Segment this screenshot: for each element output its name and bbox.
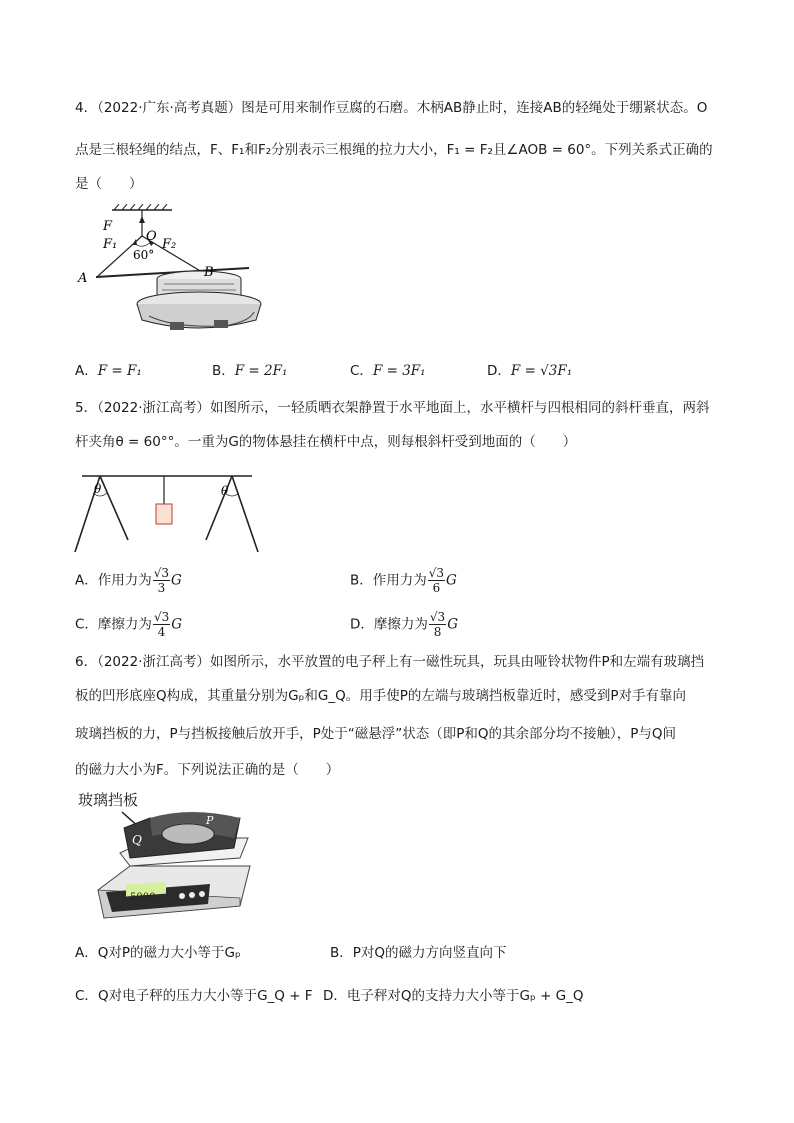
q6-option-b-text: P对Q的磁力方向竖直向下: [352, 945, 507, 961]
q6-stem-line4: 的磁力大小为F。下列说法正确的是（ ）: [75, 762, 340, 778]
q6-option-b-label: B．: [330, 945, 353, 961]
q5-clothes-rack-figure: [70, 466, 270, 556]
q5-option-d-label: D．摩擦力为: [350, 616, 428, 633]
q6-glass-barrier-label: 玻璃挡板: [78, 791, 139, 809]
q6-label-P: P: [206, 814, 214, 827]
q4-label-F2: F₂: [162, 237, 177, 252]
q4-option-d-label: D．: [487, 363, 511, 379]
q5-option-d[interactable]: [350, 610, 458, 639]
q5-option-c[interactable]: [75, 610, 182, 639]
q5-label-theta-left: θ: [94, 482, 102, 496]
q6-option-c-label: C．: [75, 988, 98, 1004]
q4-option-a-text: F = F₁: [97, 363, 142, 379]
q6-option-c-text: Q对电子秤的压力大小等于G_Q + F: [97, 988, 313, 1004]
q6-option-d[interactable]: [323, 986, 584, 1006]
q6-option-b[interactable]: [330, 943, 507, 963]
q5-option-a-fraction: $\frac{√3}{3}$: [153, 566, 170, 595]
q4-label-B: B: [204, 265, 214, 280]
q5-option-a[interactable]: [75, 566, 182, 595]
q4-stem-line2: 点是三根轻绳的结点，F、F₁和F₂分别表示三根绳的拉力大小，F₁ = F₂且∠AOB = 60°。下列关系式正确的: [75, 142, 713, 158]
q6-option-a[interactable]: [75, 943, 241, 963]
q4-label-F: F: [103, 219, 113, 234]
q6-option-c[interactable]: [75, 986, 313, 1006]
q6-scale-display: 5000: [130, 892, 156, 903]
q5-option-d-fraction: $\frac{√3}{8}$: [429, 610, 446, 639]
q4-option-b-label: B．: [212, 363, 235, 379]
q4-option-b-text: F = 2F₁: [234, 363, 288, 379]
q5-option-c-tail: G: [171, 616, 183, 633]
q5-option-b[interactable]: [350, 566, 457, 595]
q4-option-d[interactable]: [487, 361, 572, 381]
q4-stem-line3: 是（ ）: [75, 176, 143, 192]
q4-option-c[interactable]: [350, 361, 426, 381]
q5-stem-line2: 杆夹角θ = 60°°。一重为G的物体悬挂在横杆中点，则每根斜杆受到地面的（ ）: [75, 434, 577, 450]
q4-label-F1: F₁: [103, 237, 118, 252]
q4-option-c-text: F = 3F₁: [372, 363, 426, 379]
q4-option-a-label: A．: [75, 363, 98, 379]
q4-option-c-label: C．: [350, 363, 373, 379]
q4-option-d-text: F = √3F₁: [510, 363, 573, 379]
q6-stem-line2: 板的凹形底座Q构成，其重量分别为Gₚ和G_Q。用手使P的左端与玻璃挡板靠近时，感受到P对手有靠向: [75, 688, 686, 704]
q4-stone-mill-figure: [74, 204, 274, 344]
q5-option-d-tail: G: [447, 616, 458, 633]
q5-option-c-fraction: $\frac{√3}{4}$: [153, 610, 170, 639]
q4-label-A: A: [78, 271, 88, 286]
q6-option-a-text: Q对P的磁力大小等于Gₚ: [97, 945, 241, 961]
q5-option-a-tail: G: [171, 572, 182, 589]
q5-option-b-fraction: $\frac{√3}{6}$: [428, 566, 445, 595]
q6-option-a-label: A．: [75, 945, 98, 961]
q6-stem-line1: 6．（2022·浙江高考）如图所示，水平放置的电子秤上有一磁性玩具，玩具由哑铃状物件P和左端有玻璃挡: [75, 654, 705, 670]
q5-stem-line1: 5．（2022·浙江高考）如图所示，一轻质晒衣架静置于水平地面上，水平横杆与四根相同的斜杆垂直，两斜: [75, 400, 710, 416]
q6-stem-line3: 玻璃挡板的力，P与挡板接触后放开手，P处于“磁悬浮”状态（即P和Q的其余部分均不接触），P与Q间: [75, 726, 677, 742]
q4-label-O: O: [146, 229, 157, 244]
q6-option-d-label: D．: [323, 988, 347, 1004]
q6-option-d-text: 电子秤对Q的支持力大小等于Gₚ + G_Q: [346, 988, 584, 1004]
q6-scale-figure: [90, 808, 260, 928]
q6-label-Q: Q: [132, 833, 142, 847]
q5-option-c-label: C．摩擦力为: [75, 616, 152, 633]
q5-option-b-tail: G: [446, 572, 457, 589]
q4-label-angle: 60°: [133, 248, 155, 262]
q5-label-theta-right: θ: [221, 484, 229, 498]
q4-option-b[interactable]: [212, 361, 287, 381]
q5-option-b-label: B．作用力为: [350, 572, 427, 589]
q5-option-a-label: A．作用力为: [75, 572, 152, 589]
q4-option-a[interactable]: [75, 361, 142, 381]
q4-stem-line1: 4．（2022·广东·高考真题）图是可用来制作豆腐的石磨。木柄AB静止时，连接AB的轻绳处于绷紧状态。O: [75, 100, 708, 116]
